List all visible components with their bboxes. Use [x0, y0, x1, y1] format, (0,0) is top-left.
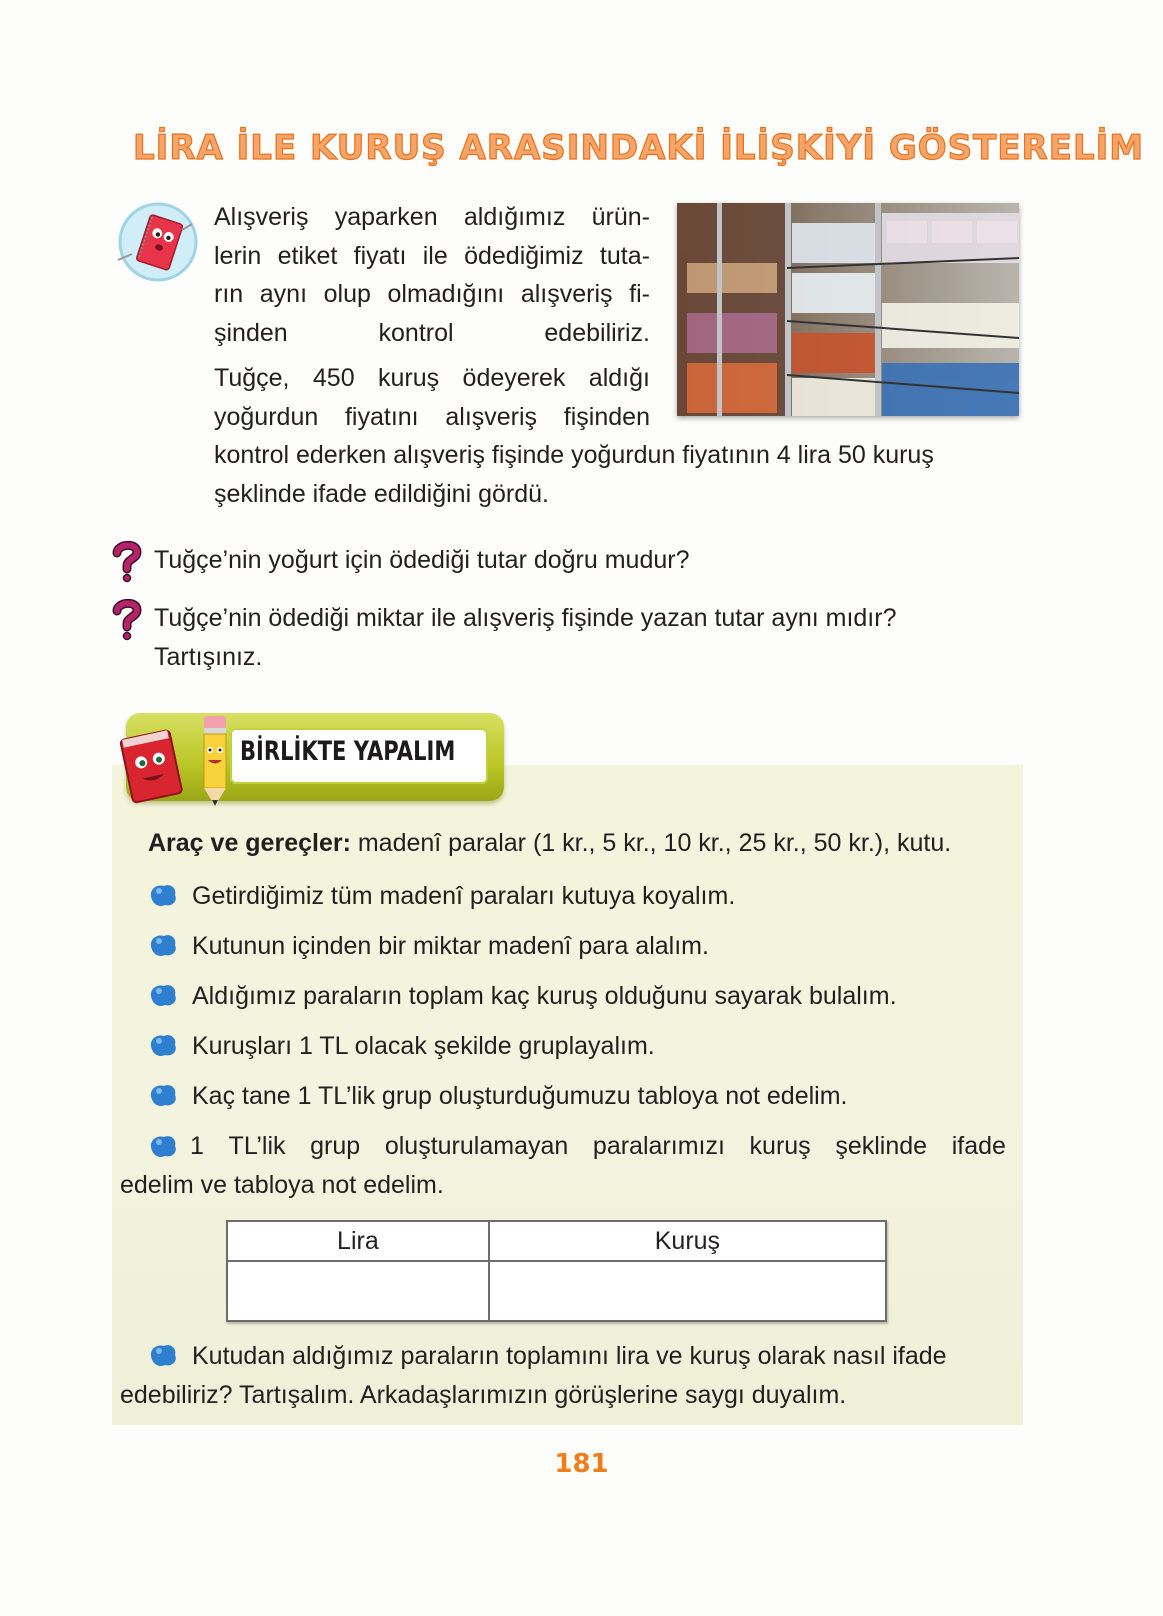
- paragraph-line: Tuğçe, 450 kuruş ödeyerek aldığı: [214, 364, 650, 392]
- blue-splash-bullet-icon: [148, 1032, 178, 1058]
- banner-label: BİRLİKTE YAPALIM: [240, 736, 456, 767]
- notebook-character-icon: [112, 202, 198, 288]
- activity-step-2: Kutunun içinden bir miktar madenî para alalım.: [148, 927, 709, 965]
- activity-step-4: Kuruşları 1 TL olacak şekilde gruplayalım.: [148, 1027, 655, 1065]
- activity-step-6: 1 TL’lik grup oluşturulamayan paralarımızı kuruş şeklinde ifade edelim ve tabloya not edelim.: [120, 1127, 1006, 1204]
- column-header-lira: Lira: [227, 1221, 489, 1261]
- intro-paragraph-1: Alışveriş yaparken aldığımız ürün- lerin etiket fiyatı ile ödediğimiz tuta- rın aynı olup olmadığını alışveriş fi- şinden kontrol edebiliriz.: [214, 198, 650, 352]
- blue-splash-bullet-icon: [148, 1133, 178, 1159]
- intro-paragraph-2: [214, 359, 650, 436]
- pencil-character-icon: [194, 710, 234, 810]
- question-mark-icon: [112, 541, 142, 583]
- paragraph-line: lerin etiket fiyatı ile ödediğimiz tuta-: [214, 241, 650, 270]
- book-character-icon: [118, 724, 188, 806]
- question-mark-icon: [112, 599, 142, 641]
- supermarket-dairy-shelves-photo: [677, 203, 1019, 416]
- blue-splash-bullet-icon: [148, 932, 178, 958]
- page-title: LİRA İLE KURUŞ ARASINDAKİ İLİŞKİYİ GÖSTERELİM: [133, 128, 1145, 168]
- activity-step-3: Aldığımız paraların toplam kaç kuruş olduğunu sayarak bulalım.: [148, 977, 897, 1015]
- paragraph-line: rın aynı olup olmadığını alışveriş fi-: [214, 280, 650, 308]
- paragraph-line: Alışveriş yaparken aldığımız ürün-: [214, 203, 650, 231]
- column-header-kurus: Kuruş: [489, 1221, 886, 1261]
- materials-line: [148, 829, 951, 858]
- activity-banner: [118, 708, 508, 808]
- materials-text: madenî paralar (1 kr., 5 kr., 10 kr., 25 kr., 50 kr.), kutu.: [350, 829, 952, 857]
- activity-final-step: Kutudan aldığımız paraların toplamını lira ve kuruş olarak nasıl ifade edebiliriz? Tartışalım. Arkadaşlarımızın görüşlerine saygı duyalım.: [120, 1342, 947, 1409]
- kurus-cell[interactable]: [489, 1261, 886, 1321]
- table-header-row: [227, 1221, 886, 1261]
- paragraph-line: yoğurdun fiyatını alışveriş fişinden: [214, 402, 650, 431]
- blue-splash-bullet-icon: [148, 1342, 178, 1368]
- activity-step-1: Getirdiğimiz tüm madenî paraları kutuya koyalım.: [148, 877, 735, 915]
- blue-splash-bullet-icon: [148, 882, 178, 908]
- lira-kurus-table: [226, 1220, 887, 1322]
- lira-cell[interactable]: [227, 1261, 489, 1321]
- blue-splash-bullet-icon: [148, 1082, 178, 1108]
- materials-label: Araç ve gereçler:: [148, 829, 351, 857]
- paragraph-line: 1 TL’lik grup oluşturulamayan paralarımızı kuruş şeklinde ifade: [120, 1127, 1006, 1166]
- intro-paragraph-2-continued: kontrol ederken alışveriş fişinde yoğurdun fiyatının 4 lira 50 kuruş şeklinde ifade edildiğini gördü.: [214, 441, 934, 508]
- page-number: 181: [554, 1449, 609, 1479]
- blue-splash-bullet-icon: [148, 982, 178, 1008]
- table-row: [227, 1261, 886, 1321]
- activity-step-5: Kaç tane 1 TL’lik grup oluşturduğumuzu tabloya not edelim.: [148, 1077, 848, 1115]
